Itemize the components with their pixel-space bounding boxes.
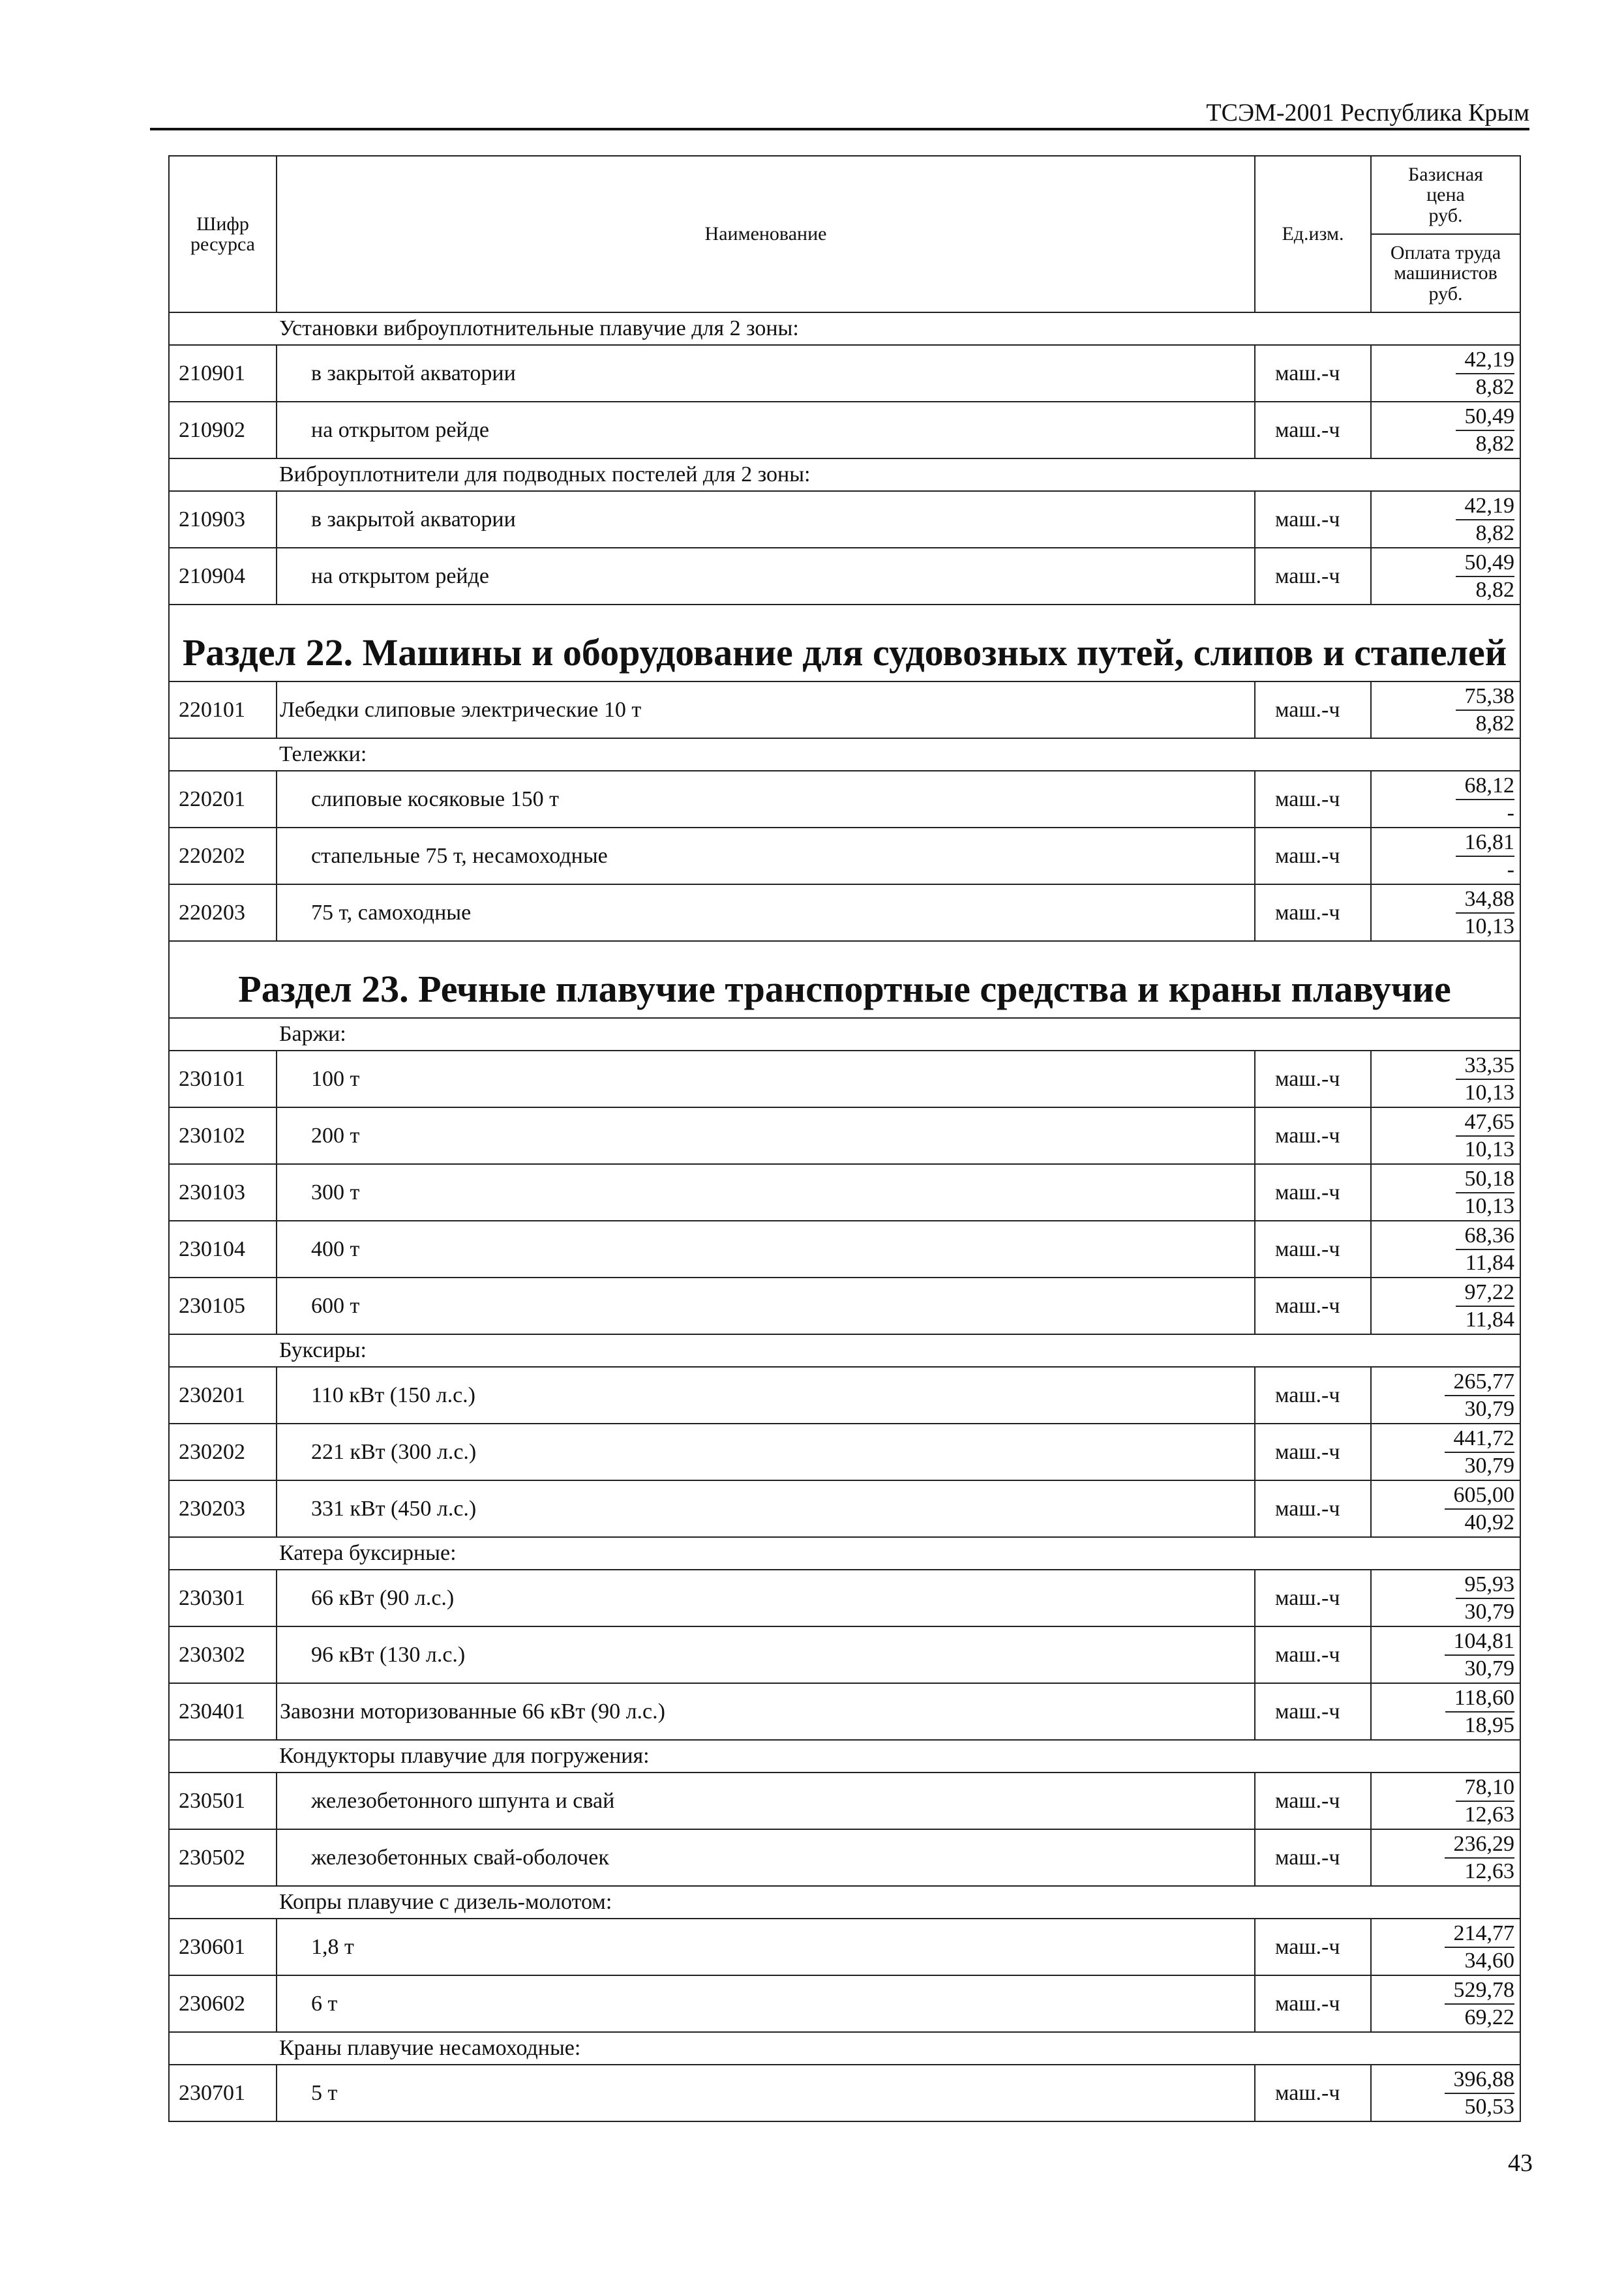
unit-of-measure: маш.-ч [1255,1107,1371,1164]
resource-code: 230502 [169,1829,277,1886]
unit-of-measure: маш.-ч [1255,1829,1371,1886]
base-price-line [1372,1482,1514,1510]
price-cell [1371,548,1520,605]
price-cell [1371,2065,1520,2121]
base-price-line [1372,1109,1514,1137]
base-price: 47,65 [1456,1109,1515,1137]
price-cell [1371,1278,1520,1334]
resource-code: 230105 [169,1278,277,1334]
resource-code: 210901 [169,345,277,402]
resource-code: 220203 [169,884,277,941]
price-cell [1371,1683,1520,1740]
table-row [169,1480,1520,1537]
base-price-line [1372,1572,1514,1599]
table-row [169,402,1520,458]
resource-code: 230203 [169,1480,277,1537]
base-price: 78,10 [1456,1774,1515,1802]
operator-wage: 8,82 [1475,431,1514,456]
operator-wage-line [1372,1307,1514,1333]
resource-code: 230401 [169,1683,277,1740]
operator-wage-line [1372,520,1514,546]
table-row [169,1683,1520,1740]
operator-wage-line [1372,1948,1514,1974]
base-price-line [1372,1166,1514,1193]
base-price: 68,12 [1456,773,1515,800]
table-body [169,312,1520,2121]
table-row [169,1051,1520,1107]
resource-name: слиповые косяковые 150 т [277,771,1255,828]
base-price: 104,81 [1445,1628,1515,1656]
operator-wage: - [1507,800,1514,825]
page-number: 43 [1508,2149,1533,2177]
resource-code: 230301 [169,1570,277,1626]
base-price-line [1372,1921,1514,1948]
base-price: 50,18 [1456,1166,1515,1193]
base-price-line [1372,1628,1514,1656]
base-price-line [1372,1279,1514,1307]
price-cell [1371,1570,1520,1626]
operator-wage: 30,79 [1464,1599,1514,1624]
resource-code: 210903 [169,491,277,548]
operator-wage-line [1372,800,1514,826]
operator-wage: 11,84 [1465,1307,1514,1332]
operator-wage-line [1372,577,1514,603]
resource-name: Лебедки слиповые электрические 10 т [277,681,1255,738]
section-heading-row [169,605,1520,681]
price-cell [1371,1919,1520,1975]
group-heading-row [169,312,1520,345]
resource-name: 96 кВт (130 л.с.) [277,1626,1255,1683]
resource-name: 400 т [277,1221,1255,1278]
operator-wage: 30,79 [1464,1396,1514,1421]
operator-wage: 50,53 [1464,2094,1514,2119]
unit-of-measure: маш.-ч [1255,1424,1371,1480]
base-price-line [1372,1774,1514,1802]
base-price: 529,78 [1445,1977,1515,2005]
resource-code: 230102 [169,1107,277,1164]
operator-wage: 11,84 [1465,1250,1514,1275]
resource-name: 300 т [277,1164,1255,1221]
base-price: 214,77 [1445,1921,1515,1948]
resource-code: 230104 [169,1221,277,1278]
price-cell [1371,1480,1520,1537]
resource-code: 230501 [169,1773,277,1829]
unit-of-measure: маш.-ч [1255,1919,1371,1975]
unit-of-measure: маш.-ч [1255,884,1371,941]
table-row [169,1773,1520,1829]
base-price-line [1372,1685,1514,1713]
group-heading: Буксиры: [169,1334,1520,1367]
operator-wage: 8,82 [1475,577,1514,602]
base-price-line [1372,773,1514,800]
price-cell [1371,681,1520,738]
resource-name: в закрытой акватории [277,491,1255,548]
base-price: 34,88 [1456,886,1515,914]
operator-wage: 10,13 [1464,1193,1514,1218]
resource-code: 230201 [169,1367,277,1424]
col-header-code: Шифр ресурса [169,156,277,312]
base-price-line [1372,830,1514,857]
resource-name: 66 кВт (90 л.с.) [277,1570,1255,1626]
resource-name: железобетонных свай-оболочек [277,1829,1255,1886]
resource-code: 210904 [169,548,277,605]
base-price-line [1372,493,1514,520]
table-header [169,156,1520,312]
unit-of-measure: маш.-ч [1255,681,1371,738]
table-row [169,828,1520,884]
operator-wage: 34,60 [1464,1948,1514,1973]
operator-wage: 18,95 [1464,1713,1514,1737]
section-title: Раздел 23. Речные плавучие транспортные средства и краны плавучие [238,967,1451,1010]
base-price-line [1372,1369,1514,1396]
base-price-line [1372,550,1514,577]
price-cell [1371,1975,1520,2032]
base-price-line [1372,1426,1514,1453]
resource-code: 230202 [169,1424,277,1480]
group-heading: Виброуплотнители для подводных постелей для 2 зоны: [169,458,1520,491]
base-price: 118,60 [1445,1685,1514,1713]
group-heading-row [169,1334,1520,1367]
operator-wage-line [1372,1713,1514,1739]
group-heading: Баржи: [169,1018,1520,1051]
operator-wage-line [1372,1250,1514,1276]
unit-of-measure: маш.-ч [1255,1221,1371,1278]
resource-name: 331 кВт (450 л.с.) [277,1480,1255,1537]
resource-code: 220201 [169,771,277,828]
base-price: 95,93 [1456,1572,1515,1599]
operator-wage-line [1372,857,1514,883]
base-price-line [1372,683,1514,711]
unit-of-measure: маш.-ч [1255,491,1371,548]
price-cell [1371,402,1520,458]
price-cell [1371,345,1520,402]
table-row [169,1164,1520,1221]
price-cell [1371,1164,1520,1221]
price-cell [1371,1626,1520,1683]
operator-wage-line [1372,1396,1514,1422]
resource-name: стапельные 75 т, несамоходные [277,828,1255,884]
section-title-cell [169,941,1520,1018]
base-price: 68,36 [1456,1223,1515,1250]
operator-wage-line [1372,1193,1514,1219]
resource-name: на открытом рейде [277,548,1255,605]
operator-wage-line [1372,1802,1514,1828]
unit-of-measure: маш.-ч [1255,1626,1371,1683]
unit-of-measure: маш.-ч [1255,1164,1371,1221]
resource-name: Завозни моторизованные 66 кВт (90 л.с.) [277,1683,1255,1740]
resource-code: 230302 [169,1626,277,1683]
resource-name: 100 т [277,1051,1255,1107]
table-row [169,1278,1520,1334]
operator-wage: 12,63 [1464,1802,1514,1827]
base-price-line [1372,1223,1514,1250]
operator-wage-line [1372,1859,1514,1885]
header-rule [150,128,1529,130]
group-heading: Тележки: [169,738,1520,771]
table-row [169,1107,1520,1164]
unit-of-measure: маш.-ч [1255,345,1371,402]
group-heading: Копры плавучие с дизель-молотом: [169,1886,1520,1919]
unit-of-measure: маш.-ч [1255,402,1371,458]
table-row [169,491,1520,548]
base-price-line [1372,1831,1514,1859]
operator-wage: 12,63 [1464,1859,1514,1883]
unit-of-measure: маш.-ч [1255,2065,1371,2121]
operator-wage: 8,82 [1475,520,1514,545]
table-row [169,771,1520,828]
unit-of-measure: маш.-ч [1255,1278,1371,1334]
operator-wage: 30,79 [1464,1453,1514,1478]
base-price: 50,49 [1456,404,1515,431]
resource-name: в закрытой акватории [277,345,1255,402]
operator-wage-line [1372,2005,1514,2031]
operator-wage-line [1372,1656,1514,1682]
price-cell [1371,884,1520,941]
header-title: ТСЭМ-2001 Республика Крым [1206,99,1529,127]
section-heading-row [169,941,1520,1018]
operator-wage-line [1372,1599,1514,1625]
resource-code: 230103 [169,1164,277,1221]
operator-wage-line [1372,914,1514,940]
group-heading: Краны плавучие несамоходные: [169,2032,1520,2065]
base-price: 75,38 [1456,683,1515,711]
base-price: 265,77 [1445,1369,1515,1396]
base-price: 42,19 [1456,493,1515,520]
operator-wage: 10,13 [1464,1080,1514,1105]
base-price-line [1372,347,1514,374]
resource-table [168,155,1521,2122]
price-cell [1371,828,1520,884]
table-row [169,1829,1520,1886]
table-row [169,1919,1520,1975]
operator-wage: 10,13 [1464,1137,1514,1161]
unit-of-measure: маш.-ч [1255,1975,1371,2032]
base-price-line [1372,1053,1514,1080]
operator-wage-line [1372,431,1514,457]
operator-wage: 40,92 [1464,1510,1514,1534]
price-cell [1371,1051,1520,1107]
base-price-line [1372,1977,1514,2005]
operator-wage-line [1372,1137,1514,1163]
base-price-line [1372,2067,1514,2094]
group-heading-row [169,2032,1520,2065]
price-cell [1371,1424,1520,1480]
operator-wage-line [1372,711,1514,737]
table-row [169,1626,1520,1683]
unit-of-measure: маш.-ч [1255,771,1371,828]
resource-name: 221 кВт (300 л.с.) [277,1424,1255,1480]
group-heading-row [169,1537,1520,1570]
group-heading-row [169,738,1520,771]
resource-code: 210902 [169,402,277,458]
unit-of-measure: маш.-ч [1255,548,1371,605]
col-header-unit: Ед.изм. [1255,156,1371,312]
price-cell [1371,1367,1520,1424]
resource-code: 230602 [169,1975,277,2032]
table-row [169,884,1520,941]
group-heading-row [169,458,1520,491]
base-price: 441,72 [1445,1426,1515,1453]
resource-name: 6 т [277,1975,1255,2032]
base-price: 16,81 [1456,830,1515,857]
table-row [169,1367,1520,1424]
resource-name: 200 т [277,1107,1255,1164]
price-cell [1371,771,1520,828]
price-cell [1371,1773,1520,1829]
operator-wage: 8,82 [1475,374,1514,399]
resource-code: 230101 [169,1051,277,1107]
section-title-cell [169,605,1520,681]
unit-of-measure: маш.-ч [1255,1683,1371,1740]
base-price-line [1372,886,1514,914]
operator-wage-line [1372,2094,1514,2120]
base-price: 50,49 [1456,550,1515,577]
table-row [169,2065,1520,2121]
table-row [169,1975,1520,2032]
section-title: Раздел 22. Машины и оборудование для судовозных путей, слипов и стапелей [182,631,1507,674]
resource-code: 230701 [169,2065,277,2121]
resource-name: 1,8 т [277,1919,1255,1975]
base-price: 97,22 [1456,1279,1515,1307]
group-heading: Кондукторы плавучие для погружения: [169,1740,1520,1773]
base-price: 236,29 [1445,1831,1515,1859]
resource-code: 220202 [169,828,277,884]
unit-of-measure: маш.-ч [1255,1773,1371,1829]
operator-wage-line [1372,1080,1514,1106]
operator-wage: 8,82 [1475,711,1514,736]
resource-name: на открытом рейде [277,402,1255,458]
operator-wage-line [1372,1510,1514,1536]
operator-wage: - [1507,857,1514,882]
group-heading-row [169,1886,1520,1919]
group-heading-row [169,1740,1520,1773]
resource-code: 230601 [169,1919,277,1975]
resource-name: 5 т [277,2065,1255,2121]
resource-name: железобетонного шпунта и свай [277,1773,1255,1829]
table-row [169,1424,1520,1480]
price-cell [1371,1221,1520,1278]
resource-name: 110 кВт (150 л.с.) [277,1367,1255,1424]
col-header-operator-wage: Оплата труда машинистов руб. [1371,234,1520,312]
group-heading-row [169,1018,1520,1051]
table-row [169,548,1520,605]
resource-code: 220101 [169,681,277,738]
group-heading: Установки виброуплотнительные плавучие для 2 зоны: [169,312,1520,345]
price-cell [1371,1829,1520,1886]
col-header-base-price: Базисная цена руб. [1371,156,1520,234]
unit-of-measure: маш.-ч [1255,828,1371,884]
unit-of-measure: маш.-ч [1255,1480,1371,1537]
operator-wage: 10,13 [1464,914,1514,938]
operator-wage: 69,22 [1464,2005,1514,2029]
base-price: 33,35 [1456,1053,1515,1080]
operator-wage: 30,79 [1464,1656,1514,1681]
base-price: 396,88 [1445,2067,1515,2094]
unit-of-measure: маш.-ч [1255,1051,1371,1107]
resource-name: 75 т, самоходные [277,884,1255,941]
page-header [150,97,1529,129]
col-header-name: Наименование [277,156,1255,312]
base-price-line [1372,404,1514,431]
table-row [169,345,1520,402]
base-price: 605,00 [1445,1482,1515,1510]
operator-wage-line [1372,374,1514,400]
table-row [169,1570,1520,1626]
table-row [169,681,1520,738]
unit-of-measure: маш.-ч [1255,1570,1371,1626]
price-cell [1371,491,1520,548]
unit-of-measure: маш.-ч [1255,1367,1371,1424]
operator-wage-line [1372,1453,1514,1479]
group-heading: Катера буксирные: [169,1537,1520,1570]
base-price: 42,19 [1456,347,1515,374]
resource-name: 600 т [277,1278,1255,1334]
price-cell [1371,1107,1520,1164]
table-row [169,1221,1520,1278]
